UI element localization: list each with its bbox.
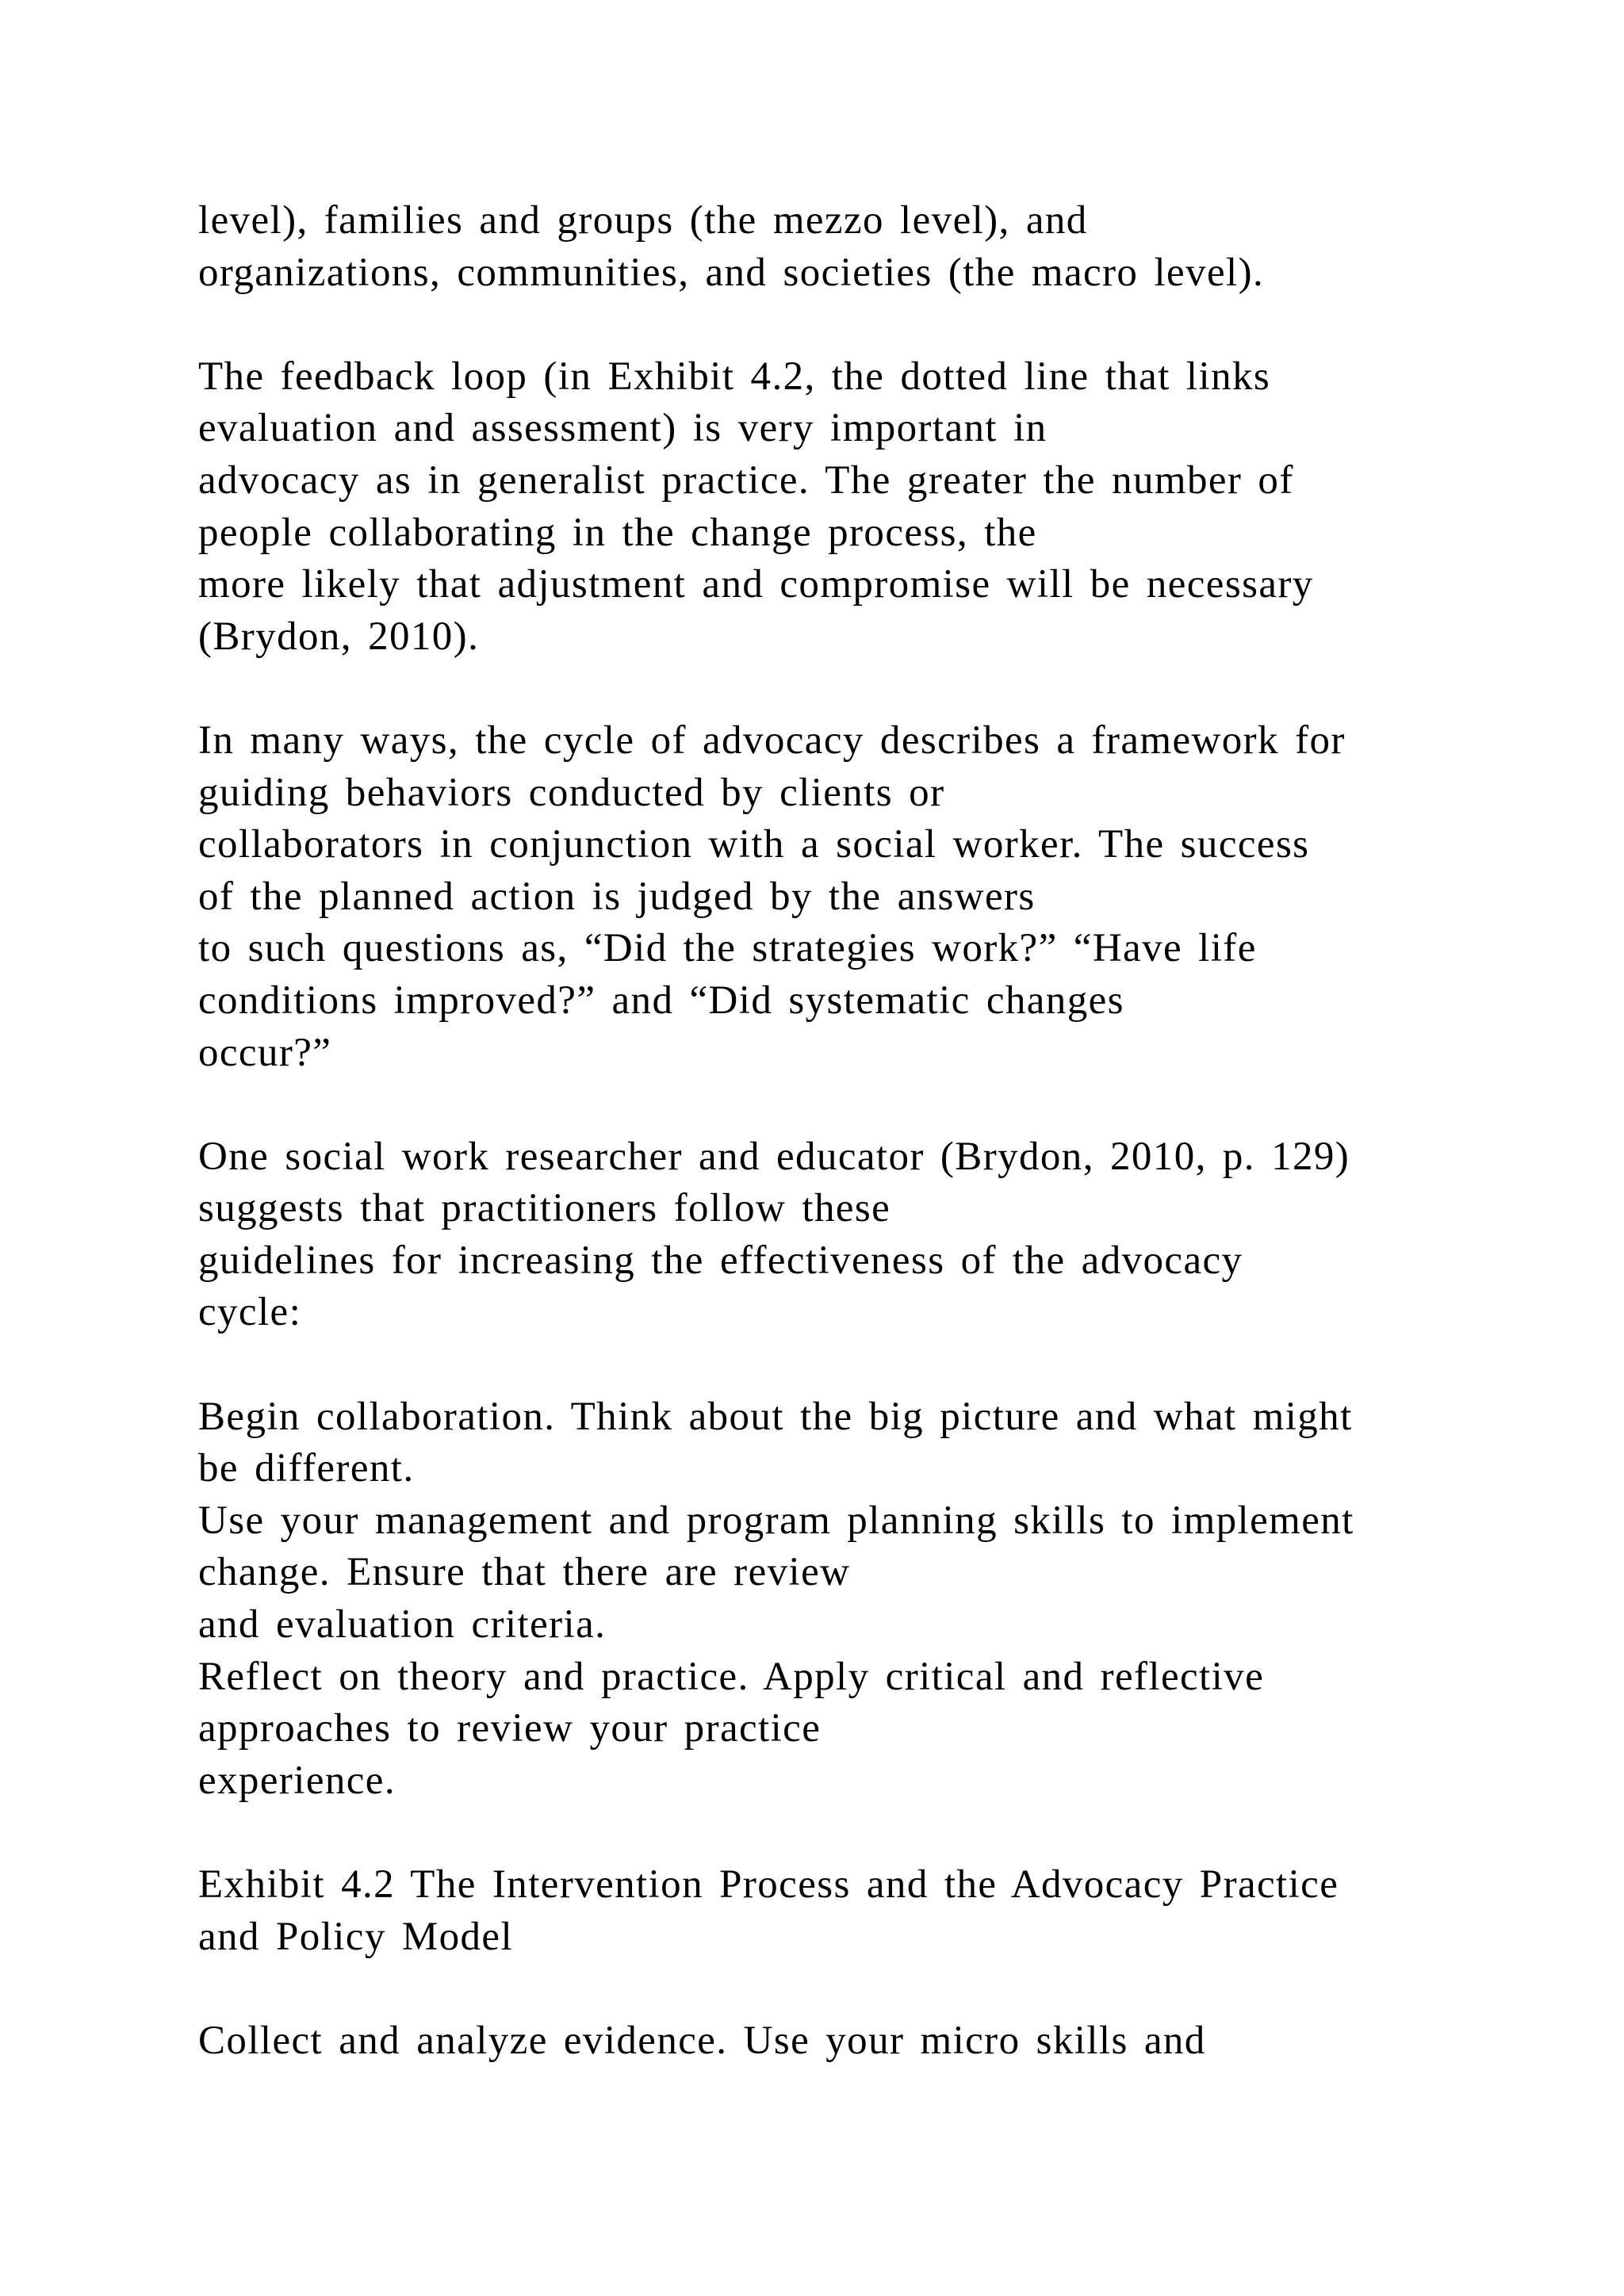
- text-line: level), families and groups (the mezzo level), and: [198, 198, 1088, 243]
- text-line: advocacy as in generalist practice. The greater the number of: [198, 457, 1294, 503]
- paragraph-collect-evidence: [198, 2015, 1507, 2068]
- text-line: people collaborating in the change process, the: [198, 510, 1037, 555]
- text-line: of the planned action is judged by the answers: [198, 874, 1036, 919]
- text-line: organizations, communities, and societies (the macro level).: [198, 250, 1265, 295]
- text-line: Use your management and program planning skills to implement: [198, 1498, 1354, 1543]
- text-line: Collect and analyze evidence. Use your micro skills and: [198, 2018, 1206, 2063]
- document-page: [198, 195, 1507, 2119]
- text-line: change. Ensure that there are review: [198, 1550, 851, 1595]
- text-line: One social work researcher and educator (Brydon, 2010, p. 129): [198, 1134, 1350, 1179]
- text-line: to such questions as, “Did the strategies work?” “Have life: [198, 926, 1257, 971]
- text-line: Begin collaboration. Think about the big picture and what might: [198, 1394, 1353, 1439]
- text-line: and evaluation criteria.: [198, 1602, 607, 1647]
- paragraph-advocacy-cycle: [198, 715, 1507, 1079]
- text-line: evaluation and assessment) is very important in: [198, 406, 1048, 451]
- text-line: collaborators in conjunction with a social worker. The success: [198, 822, 1310, 867]
- text-line: (Brydon, 2010).: [198, 614, 480, 659]
- paragraph-researcher-guidelines: [198, 1131, 1507, 1339]
- paragraph-exhibit-caption: [198, 1859, 1507, 1963]
- text-line: Reflect on theory and practice. Apply critical and reflective: [198, 1654, 1265, 1699]
- text-line: guidelines for increasing the effectiveness of the advocacy: [198, 1238, 1243, 1283]
- text-line: and Policy Model: [198, 1914, 514, 1959]
- text-line: Exhibit 4.2 The Intervention Process and the Advocacy Practice: [198, 1862, 1339, 1907]
- text-line: approaches to review your practice: [198, 1706, 822, 1751]
- paragraph-guideline-list: [198, 1391, 1507, 1808]
- text-line: The feedback loop (in Exhibit 4.2, the dotted line that links: [198, 354, 1271, 399]
- text-line: occur?”: [198, 1030, 332, 1075]
- text-line: be different.: [198, 1446, 415, 1491]
- paragraph-levels: [198, 195, 1507, 299]
- paragraph-feedback-loop: [198, 351, 1507, 664]
- text-line: cycle:: [198, 1290, 302, 1335]
- text-line: conditions improved?” and “Did systematic changes: [198, 978, 1124, 1023]
- text-line: In many ways, the cycle of advocacy describes a framework for: [198, 718, 1346, 763]
- text-line: experience.: [198, 1758, 396, 1803]
- text-line: more likely that adjustment and compromise will be necessary: [198, 562, 1314, 607]
- text-line: suggests that practitioners follow these: [198, 1186, 891, 1231]
- text-line: guiding behaviors conducted by clients or: [198, 770, 945, 815]
